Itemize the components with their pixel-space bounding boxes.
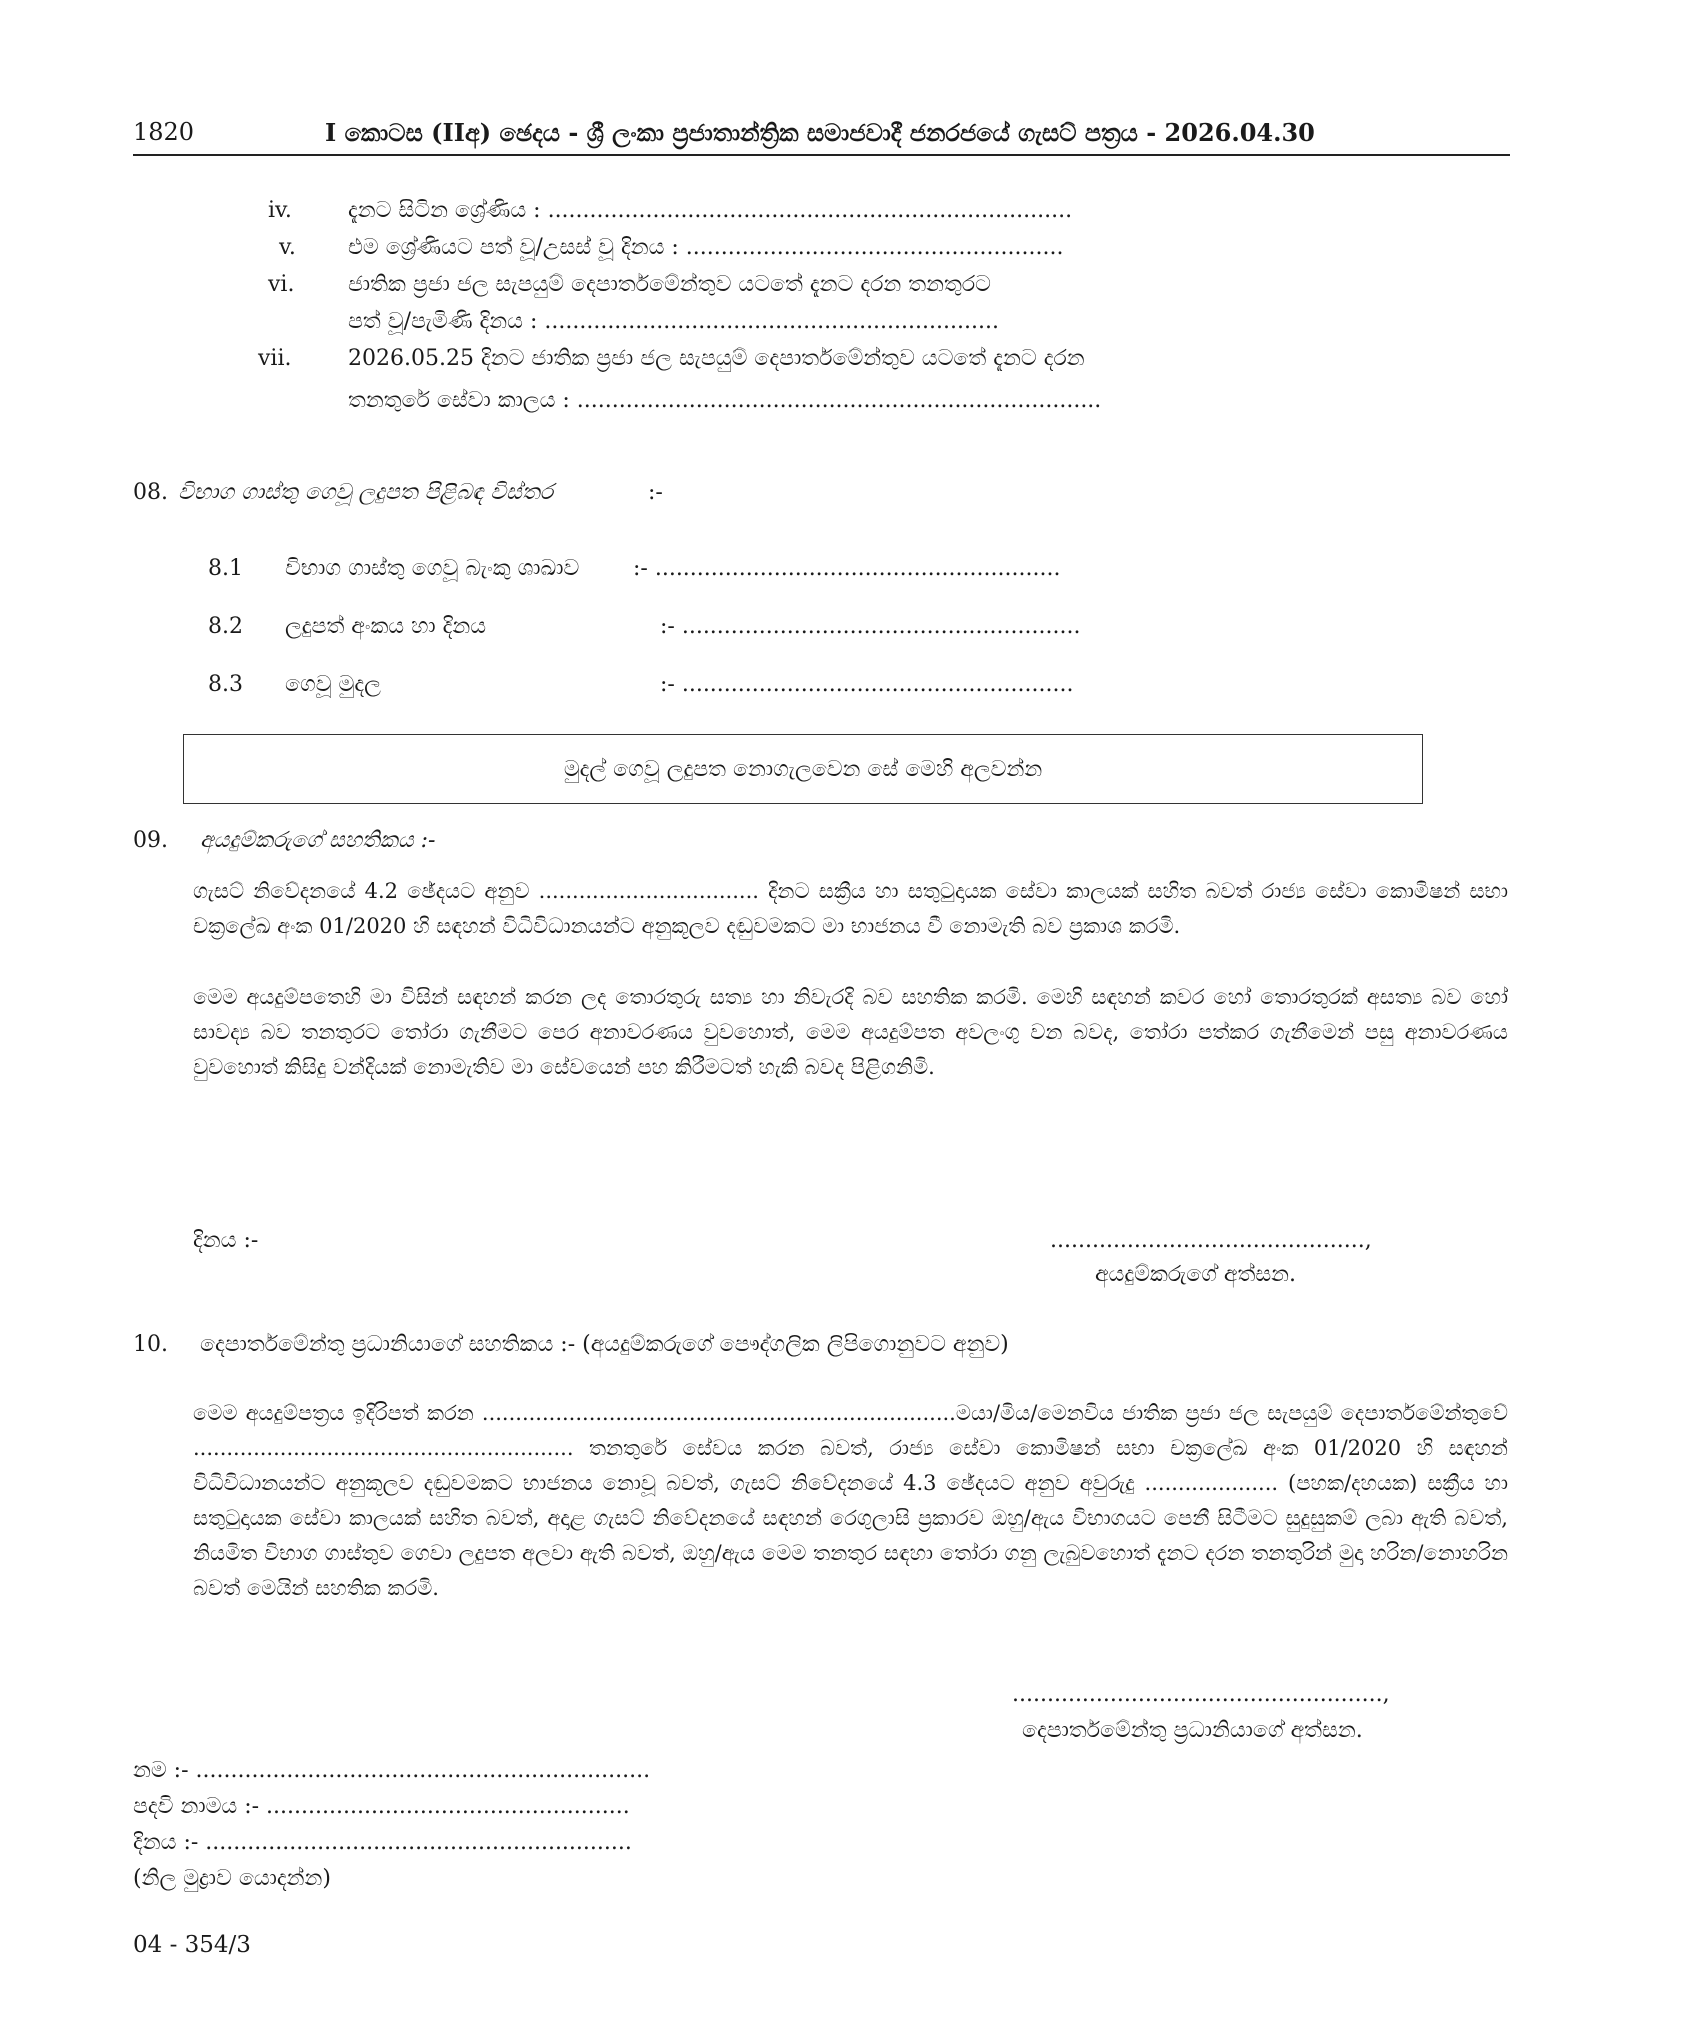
section09-num: 09. — [133, 828, 168, 853]
row-num-8-3: 8.3 — [208, 672, 243, 697]
applicant-signature-line: ............................................., — [1050, 1228, 1372, 1253]
item-num-v: v. — [279, 235, 296, 260]
header-rule — [133, 154, 1510, 156]
designation-field: පදවි නාමය :- .................................................... — [133, 1794, 630, 1819]
item-grade-date: එම ශ්‍රේණියට පත් වූ/උසස් වූ දිනය : ...................................................... — [348, 235, 1064, 260]
row-label-amount: ගෙවූ මුදල — [285, 672, 381, 697]
row-num-8-2: 8.2 — [208, 614, 243, 639]
row-label-bank-branch: විභාග ගාස්තු ගෙවූ බැංකු ශාඛාව — [285, 556, 580, 581]
receipt-paste-box — [183, 734, 1423, 804]
item-post-line2: පත් වූ/පැමිණි දිනය : ................................................................. — [348, 309, 999, 334]
row-value-bank-branch: :- .......................................................... — [633, 556, 1061, 581]
row-value-receipt-no: :- ......................................................... — [660, 614, 1081, 639]
head-signature-line: ....................................................., — [1012, 1682, 1390, 1707]
section10-title: දෙපාර්තමේන්තු ප්‍රධානියාගේ සහතිකය :- (අයදුම්කරුගේ පෞද්ගලික ලිපිගොනුවට අනුව) — [200, 1332, 1009, 1357]
head-signature-label: දෙපාර්තමේන්තු ප්‍රධානියාගේ අත්සන. — [1022, 1718, 1363, 1743]
section08-num: 08. — [133, 480, 168, 505]
section08-title: විභාග ගාස්තු ගෙවූ ලදුපත පිළිබඳ විස්තර — [178, 480, 553, 505]
row-num-8-1: 8.1 — [208, 556, 243, 581]
official-stamp-note: (නිල මුද්‍රාව යොදන්න) — [133, 1866, 331, 1891]
section08-colon: :- — [648, 480, 663, 505]
item-num-vii: vii. — [258, 346, 292, 371]
item-service-line2: තනතුරේ සේවා කාලය : ........................................................................... — [348, 388, 1102, 413]
applicant-declaration-para2: මෙම අයදුම්පතෙහි මා විසින් සඳහන් කරන ලද තොරතුරු සත්‍ය හා නිවැරදි බව සහතික කරමි. මෙහි සඳහන් කවර හෝ තොරතුරක් අසත්‍ය බව හෝ සාවද්‍ය බව තනතුරට තෝරා ගැනීමට පෙර අනාවරණය වුවහොත්, මෙම අයදුම්පත අවලංගු වන බවද, තෝරා පත්කර ගැනීමෙන් පසු අනාවරණය වුවහොත් කිසිදු වන්දියක් නොමැතිව මා සේවයෙන් පහ කිරීමටත් හැකි බවද පිළිගනිමි. — [193, 985, 1508, 1079]
applicant-declaration-para1: ගැසට් නිවේදනයේ 4.2 ඡේදයට අනුව ................................. දිනට සක්‍රීය හා සතුටුදායක සේවා කාලයක් සහිත බවත් රාජ්‍ය සේවා කොමිෂන් සභා චක්‍රලේඛ අංක 01/2020 හි සඳහන් විධිවිධානයන්ට අනුකූලව දඬුවමකට මා භාජනය වී නොමැති බව ප්‍රකාශ කරමි. — [193, 879, 1508, 938]
item-current-grade: දැනට සිටින ශ්‍රේණිය : ........................................................................... — [348, 198, 1073, 223]
item-post-line1: ජාතික ප්‍රජා ජල සැපයුම් දෙපාර්තමේන්තුව යටතේ දැනට දරන තනතුරට — [348, 272, 991, 297]
receipt-paste-label: මුදල් ගෙවූ ලදුපත නොගැලවෙන සේ මෙහි අලවන්න — [563, 756, 1043, 782]
section10-num: 10. — [133, 1332, 168, 1357]
row-label-receipt-no: ලදුපත් අංකය හා දිනය — [285, 614, 487, 639]
item-service-line1: 2026.05.25 දිනට ජාතික ප්‍රජා ජල සැපයුම් දෙපාර්තමේන්තුව යටතේ දැනට දරන — [348, 346, 1085, 371]
page-number: 1820 — [133, 118, 195, 146]
item-num-vi: vi. — [268, 272, 295, 297]
page-title: I කොටස (IIඅ) ඡෙදය - ශ්‍රී ලංකා ප්‍රජාතාන්ත්‍රික සමාජවාදී ජනරජයේ ගැසට් පත්‍රය - 2026.04.30 — [325, 118, 1315, 147]
name-field: නම :- ................................................................. — [133, 1758, 651, 1783]
applicant-signature-label: අයදුම්කරුගේ අත්සන. — [1095, 1262, 1297, 1287]
head-certification-para: මෙම අයදුම්පත්‍රය ඉදිරිපත් කරන .......................................................................මයා/මිය/මෙනවිය ජාතික ප්‍රජා ජල සැපයුම් දෙපාර්තමේන්තුවේ ......................................................... තනතුරේ සේවය කරන බවත්, රාජ්‍ය සේවා කොමිෂන් සභා චක්‍රලේඛ අංක 01/2020 හි සඳහන් විධිවිධානයන්ට අනුකූලව දඬුවමකට භාජනය නොවූ බවත්, ගැසට් නිවේදනයේ 4.3 ඡේදයට අනුව අවුරුදු .................... (පහක/දහයක) සක්‍රීය හා සතුටුදායක සේවා කාලයක් සහිත බවත්, අදාළ ගැසට් නිවේදනයේ සඳහන් රෙගුලාසි ප්‍රකාරව ඔහු/ඇය විභාගයට පෙනී සිටීමට සුදුසුකම් ලබා ඇති බවත්, නියමිත විභාග ගාස්තුව ගෙවා ලදුපත අලවා ඇති බවත්, ඔහු/ඇය මෙම තනතුර සඳහා තෝරා ගනු ලැබුවහොත් දැනට දරන තනතුරින් මුදා හරින/නොහරින බවත් මෙයින් සහතික කරමි. — [193, 1401, 1508, 1600]
applicant-date-label: දිනය :- — [193, 1228, 259, 1253]
footer-code: 04 - 354/3 — [133, 1932, 251, 1958]
item-num-iv: iv. — [268, 198, 292, 223]
date-field: දිනය :- ............................................................. — [133, 1830, 632, 1855]
row-value-amount: :- ........................................................ — [660, 672, 1074, 697]
section09-title: අයදුම්කරුගේ සහතිකය :- — [200, 828, 436, 853]
